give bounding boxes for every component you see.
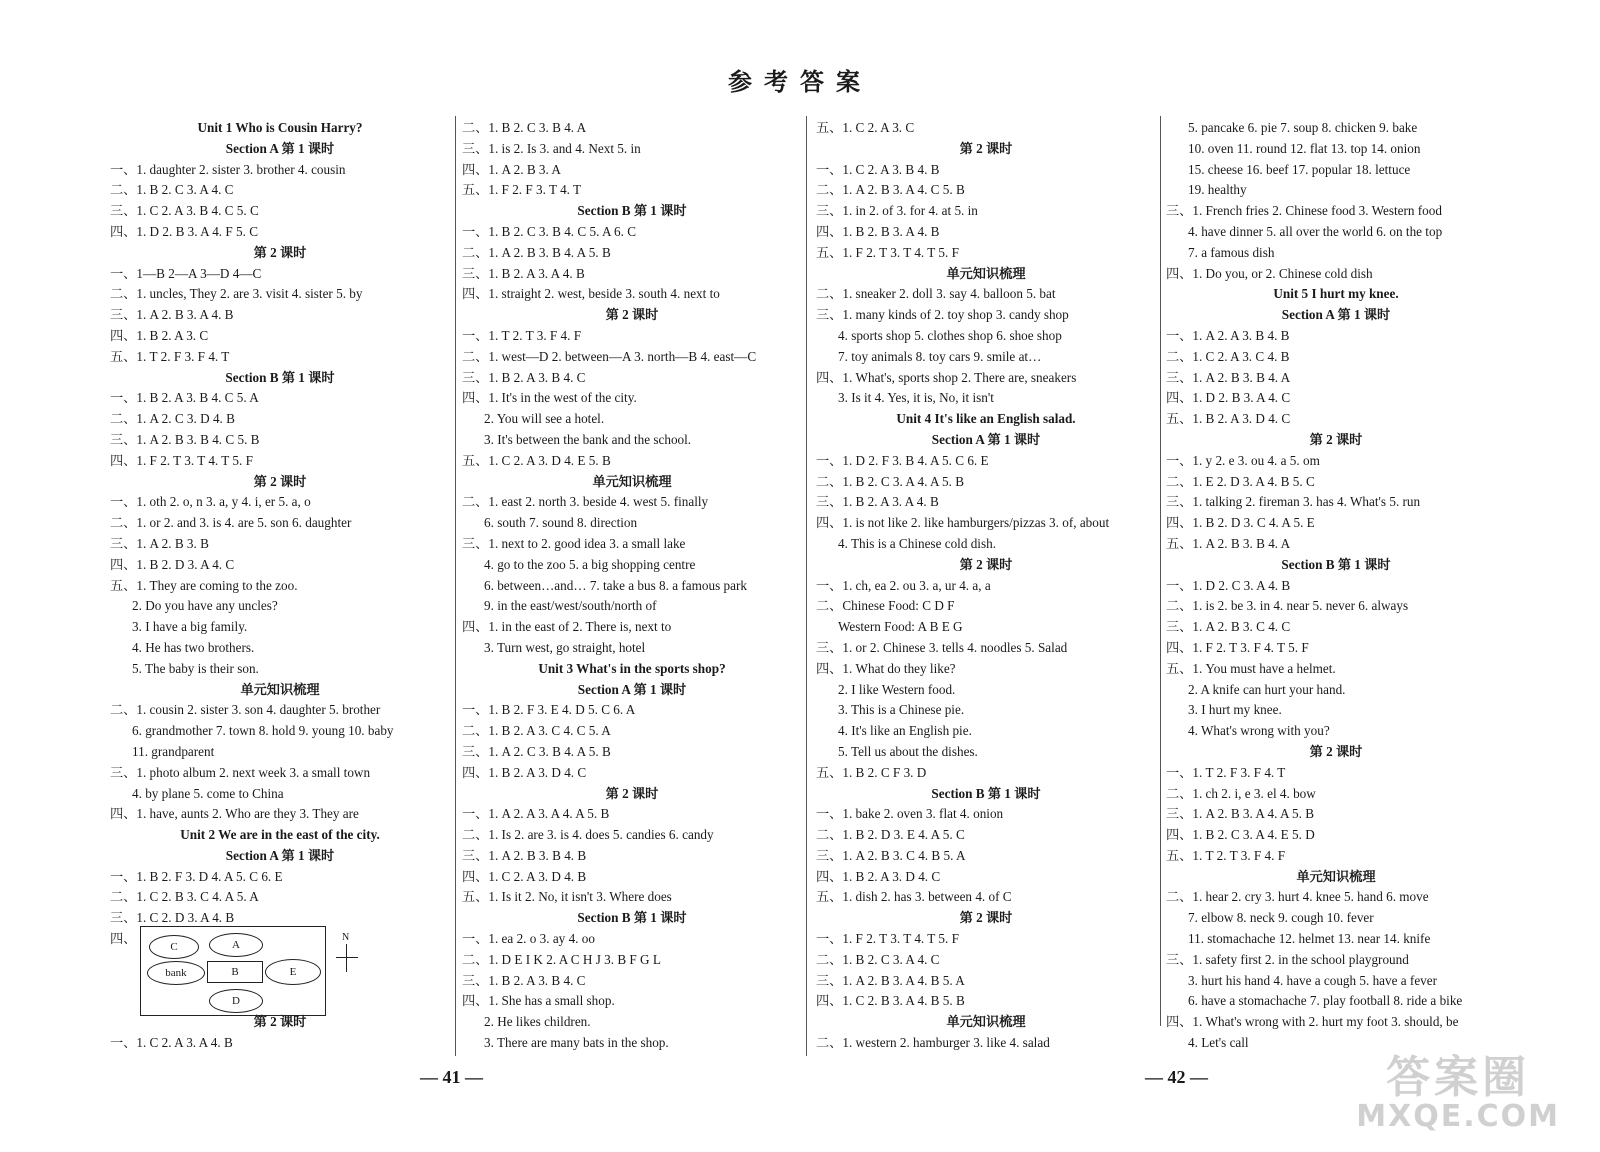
- section-heading: Section A 第 1 课时: [931, 431, 1041, 447]
- section-heading: Unit 5 I hurt my knee.: [1273, 286, 1399, 302]
- answer-line: 4. by plane 5. come to China: [132, 785, 284, 801]
- answer-line: 五、1. F 2. F 3. T 4. T: [462, 182, 582, 198]
- answer-line: 四、1. B 2. A 3. D 4. C: [816, 868, 941, 884]
- answer-line: 4. sports shop 5. clothes shop 6. shoe shop: [838, 327, 1062, 343]
- map-node-a: A: [209, 933, 263, 957]
- page-number-left: — 41 —: [420, 1067, 483, 1087]
- answer-line: 2. You will see a hotel.: [484, 411, 605, 427]
- section-heading: 第 2 课时: [253, 1014, 307, 1030]
- north-compass: [334, 932, 360, 972]
- section-heading: 第 2 课时: [605, 307, 659, 323]
- answer-line: 三、1. many kinds of 2. toy shop 3. candy shop: [816, 307, 1069, 323]
- answer-line: 一、1. A 2. A 3. B 4. B: [1166, 327, 1290, 343]
- answer-line: 四、: [110, 931, 137, 947]
- answer-line: 一、1. daughter 2. sister 3. brother 4. cousin: [110, 161, 346, 177]
- answer-line: 一、1. D 2. F 3. B 4. A 5. C 6. E: [816, 452, 989, 468]
- answer-line: 三、1. next to 2. good idea 3. a small lake: [462, 535, 686, 551]
- answer-line: 7. elbow 8. neck 9. cough 10. fever: [1188, 910, 1374, 926]
- answer-line: 五、1. B 2. A 3. D 4. C: [1166, 411, 1291, 427]
- answer-line: 一、1. F 2. T 3. T 4. T 5. F: [816, 931, 959, 947]
- section-heading: 第 2 课时: [1309, 431, 1363, 447]
- answer-line: 4. What's wrong with you?: [1188, 723, 1330, 739]
- answer-line: 四、1. have, aunts 2. Who are they 3. They are: [110, 806, 359, 822]
- answer-line: 五、1. dish 2. has 3. between 4. of C: [816, 889, 1012, 905]
- section-heading: 第 2 课时: [253, 473, 307, 489]
- north-label: N: [342, 932, 350, 943]
- section-heading: Unit 3 What's in the sports shop?: [538, 660, 726, 676]
- answer-line: 3. There are many bats in the shop.: [484, 1035, 669, 1051]
- answer-line: 6. have a stomachache 7. play football 8. ride a bike: [1188, 993, 1463, 1009]
- answer-line: 11. grandparent: [132, 743, 215, 759]
- answer-line: 五、1. They are coming to the zoo.: [110, 577, 298, 593]
- section-heading: Section B 第 1 课时: [577, 203, 687, 219]
- answer-line: 三、1. B 2. A 3. A 4. B: [462, 265, 585, 281]
- answer-column-4: [1166, 118, 1506, 1054]
- answer-line: 7. a famous dish: [1188, 244, 1275, 260]
- section-heading: 第 2 课时: [253, 244, 307, 260]
- answer-line: 五、1. T 2. F 3. F 4. T: [110, 348, 230, 364]
- answer-line: 一、1. T 2. T 3. F 4. F: [462, 327, 582, 343]
- section-heading: Section A 第 1 课时: [1281, 307, 1391, 323]
- section-heading: Section B 第 1 课时: [1281, 556, 1391, 572]
- map-node-bank: bank: [147, 961, 205, 985]
- answer-line: 11. stomachache 12. helmet 13. near 14. knife: [1188, 931, 1431, 947]
- answer-line: 一、1. B 2. C 3. B 4. C 5. A 6. C: [462, 223, 637, 239]
- answer-line: 二、1. sneaker 2. doll 3. say 4. balloon 5. bat: [816, 286, 1056, 302]
- answer-line: 6. between…and… 7. take a bus 8. a famous park: [484, 577, 747, 593]
- answer-line: 二、1. Is 2. are 3. is 4. does 5. candies 6. candy: [462, 827, 714, 843]
- answer-line: 五、1. C 2. A 3. C: [816, 120, 915, 135]
- answer-line: 二、1. B 2. C 3. A 4. C: [110, 182, 234, 198]
- answer-line: 6. south 7. sound 8. direction: [484, 515, 638, 531]
- section-heading: 第 2 课时: [959, 556, 1013, 572]
- answer-line: 二、1. hear 2. cry 3. hurt 4. knee 5. hand 6. move: [1166, 889, 1429, 905]
- answer-line: 三、1. B 2. A 3. B 4. C: [462, 369, 586, 385]
- answer-column-2: [462, 118, 802, 1054]
- answer-line: 一、1. C 2. A 3. A 4. B: [110, 1035, 233, 1051]
- answer-line: 二、1. west—D 2. between—A 3. north—B 4. east—C: [462, 348, 757, 364]
- answer-line: 3. This is a Chinese pie.: [838, 702, 965, 718]
- answer-line: 一、1—B 2—A 3—D 4—C: [110, 265, 262, 281]
- section-heading: Section B 第 1 课时: [931, 785, 1041, 801]
- answer-line: 三、1. A 2. B 3. A 4. B: [110, 307, 234, 323]
- answer-line: 三、1. A 2. B 3. B 4. C 5. B: [110, 431, 260, 447]
- answer-line: 三、1. A 2. B 3. A 4. A 5. B: [1166, 806, 1315, 822]
- answer-line: 四、1. D 2. B 3. A 4. C: [1166, 390, 1291, 406]
- answer-line: 二、1. B 2. C 3. B 4. A: [462, 120, 587, 135]
- section-heading: 单元知识梳理: [946, 1014, 1026, 1030]
- answer-line: 5. The baby is their son.: [132, 660, 259, 676]
- answer-line: 4. Let's call: [1188, 1035, 1249, 1051]
- answer-line: 二、1. ch 2. i, e 3. el 4. bow: [1166, 785, 1316, 801]
- answer-line: 一、1. C 2. A 3. B 4. B: [816, 161, 940, 177]
- section-heading: 单元知识梳理: [946, 265, 1026, 281]
- answer-line: 四、1. in the east of 2. There is, next to: [462, 619, 672, 635]
- watermark: [1356, 1041, 1560, 1134]
- answer-line: 二、1. C 2. A 3. C 4. B: [1166, 348, 1290, 364]
- answer-line: 二、1. is 2. be 3. in 4. near 5. never 6. always: [1166, 598, 1409, 614]
- section-heading: Section B 第 1 课时: [225, 369, 335, 385]
- section-heading: 第 2 课时: [959, 910, 1013, 926]
- answer-line: 一、1. B 2. F 3. D 4. A 5. C 6. E: [110, 868, 283, 884]
- column-divider: [806, 116, 807, 1056]
- answer-line: 3. Turn west, go straight, hotel: [484, 639, 646, 655]
- answer-line: 5. pancake 6. pie 7. soup 8. chicken 9. bake: [1188, 120, 1418, 135]
- answer-line: 2. I like Western food.: [838, 681, 956, 697]
- answer-line: 二、1. B 2. C 3. A 4. A 5. B: [816, 473, 965, 489]
- answer-line: 二、1. uncles, They 2. are 3. visit 4. sister 5. by: [110, 286, 363, 302]
- map-node-d: D: [209, 989, 263, 1013]
- answer-line: 三、1. French fries 2. Chinese food 3. Western food: [1166, 203, 1442, 219]
- direction-map: [140, 926, 326, 1016]
- answer-line: 3. It's between the bank and the school.: [484, 431, 692, 447]
- answer-line: 一、1. B 2. F 3. E 4. D 5. C 6. A: [462, 702, 636, 718]
- answer-line: 三、1. C 2. A 3. B 4. C 5. C: [110, 203, 259, 219]
- answer-column-1: [110, 118, 450, 1054]
- column-divider: [1160, 116, 1161, 1026]
- answer-line: 二、1. A 2. B 3. A 4. C 5. B: [816, 182, 965, 198]
- answer-line: 三、1. A 2. B 3. B: [110, 535, 209, 551]
- answer-line: 四、1. It's in the west of the city.: [462, 390, 637, 406]
- section-heading: Unit 2 We are in the east of the city.: [180, 827, 380, 843]
- answer-line: 3. Is it 4. Yes, it is, No, it isn't: [838, 390, 994, 406]
- answer-line: 二、1. B 2. D 3. E 4. A 5. C: [816, 827, 965, 843]
- answer-line: 一、1. ch, ea 2. ou 3. a, ur 4. a, a: [816, 577, 991, 593]
- section-heading: 第 2 课时: [605, 785, 659, 801]
- answer-line: 四、1. straight 2. west, beside 3. south 4. next to: [462, 286, 720, 302]
- answer-line: 五、1. A 2. B 3. B 4. A: [1166, 535, 1291, 551]
- section-heading: 第 2 课时: [959, 140, 1013, 156]
- answer-line: 一、1. B 2. A 3. B 4. C 5. A: [110, 390, 259, 406]
- map-node-e: E: [265, 959, 321, 985]
- answer-line: 五、1. You must have a helmet.: [1166, 660, 1336, 676]
- answer-line: 二、1. western 2. hamburger 3. like 4. salad: [816, 1035, 1050, 1051]
- answer-line: 四、1. What's, sports shop 2. There are, sneakers: [816, 369, 1077, 385]
- answer-line: 四、1. D 2. B 3. A 4. F 5. C: [110, 223, 259, 239]
- answer-line: 四、1. B 2. B 3. A 4. B: [816, 223, 940, 239]
- answer-line: 五、1. T 2. T 3. F 4. F: [1166, 847, 1286, 863]
- answer-line: 四、1. What do they like?: [816, 660, 956, 676]
- section-heading: Unit 1 Who is Cousin Harry?: [197, 120, 363, 135]
- answer-line: 四、1. B 2. D 3. C 4. A 5. E: [1166, 515, 1315, 531]
- answer-line: 二、Chinese Food: C D F: [816, 598, 955, 614]
- answer-line: 2. He likes children.: [484, 1014, 591, 1030]
- answer-line: 5. Tell us about the dishes.: [838, 743, 978, 759]
- answer-line: 一、1. ea 2. o 3. ay 4. oo: [462, 931, 595, 947]
- answer-line: 三、1. photo album 2. next week 3. a small town: [110, 764, 371, 780]
- answer-line: 四、1. C 2. A 3. D 4. B: [462, 868, 587, 884]
- answer-line: 19. healthy: [1188, 182, 1247, 198]
- answer-line: 五、1. C 2. A 3. D 4. E 5. B: [462, 452, 611, 468]
- answer-line: 一、1. T 2. F 3. F 4. T: [1166, 764, 1286, 780]
- answer-line: 四、1. What's wrong with 2. hurt my foot 3. should, be: [1166, 1014, 1459, 1030]
- answer-line: 二、1. or 2. and 3. is 4. are 5. son 6. daughter: [110, 515, 352, 531]
- watermark-url: MXQE.COM: [1356, 1099, 1560, 1134]
- answer-line: 三、1. in 2. of 3. for 4. at 5. in: [816, 203, 978, 219]
- section-heading: 单元知识梳理: [1296, 868, 1376, 884]
- answer-line: 三、1. A 2. C 3. B 4. A 5. B: [462, 743, 611, 759]
- answer-line: 三、1. B 2. A 3. A 4. B: [816, 494, 939, 510]
- answer-line: 三、1. A 2. B 3. C 4. B 5. A: [816, 847, 966, 863]
- map-node-c: C: [149, 935, 199, 959]
- answer-line: Western Food: A B E G: [838, 619, 963, 635]
- answer-line: 二、1. A 2. B 3. B 4. A 5. B: [462, 244, 611, 260]
- answer-line: 9. in the east/west/south/north of: [484, 598, 657, 614]
- page-title: 参考答案: [728, 68, 872, 96]
- answer-line: 三、1. A 2. B 3. C 4. C: [1166, 619, 1291, 635]
- answer-line: 二、1. B 2. A 3. C 4. C 5. A: [462, 723, 611, 739]
- section-heading: 单元知识梳理: [592, 473, 672, 489]
- answer-line: 一、1. bake 2. oven 3. flat 4. onion: [816, 806, 1004, 822]
- page-number-right: — 42 —: [1145, 1067, 1208, 1087]
- answer-line: 3. hurt his hand 4. have a cough 5. have a fever: [1188, 972, 1438, 988]
- answer-line: 三、1. A 2. B 3. A 4. B 5. A: [816, 972, 965, 988]
- answer-line: 四、1. B 2. C 3. A 4. E 5. D: [1166, 827, 1315, 843]
- answer-line: 三、1. C 2. D 3. A 4. B: [110, 910, 235, 926]
- answer-line: 一、1. y 2. e 3. ou 4. a 5. om: [1166, 452, 1320, 468]
- answer-line: 二、1. D E I K 2. A C H J 3. B F G L: [462, 951, 661, 967]
- answer-line: 4. have dinner 5. all over the world 6. on the top: [1188, 223, 1443, 239]
- section-heading: Section A 第 1 课时: [225, 140, 335, 156]
- answer-line: 二、1. E 2. D 3. A 4. B 5. C: [1166, 473, 1315, 489]
- answer-line: 一、1. D 2. C 3. A 4. B: [1166, 577, 1291, 593]
- answer-line: 7. toy animals 8. toy cars 9. smile at…: [838, 348, 1042, 364]
- answer-line: 三、1. is 2. Is 3. and 4. Next 5. in: [462, 140, 641, 156]
- answer-line: 4. It's like an English pie.: [838, 723, 972, 739]
- section-heading: Section B 第 1 课时: [577, 910, 687, 926]
- answer-line: 五、1. Is it 2. No, it isn't 3. Where does: [462, 889, 672, 905]
- answer-line: 三、1. talking 2. fireman 3. has 4. What's 5. run: [1166, 494, 1421, 510]
- answer-line: 三、1. A 2. B 3. B 4. A: [1166, 369, 1291, 385]
- section-heading: Unit 4 It's like an English salad.: [896, 411, 1076, 427]
- answer-line: 4. He has two brothers.: [132, 639, 255, 655]
- answer-line: 一、1. A 2. A 3. A 4. A 5. B: [462, 806, 610, 822]
- answer-line: 四、1. B 2. D 3. A 4. C: [110, 556, 235, 572]
- answer-line: 二、1. east 2. north 3. beside 4. west 5. finally: [462, 494, 709, 510]
- answer-line: 五、1. B 2. C F 3. D: [816, 764, 927, 780]
- answer-line: 三、1. safety first 2. in the school playground: [1166, 951, 1409, 967]
- answer-line: 4. This is a Chinese cold dish.: [838, 535, 996, 551]
- answer-line: 10. oven 11. round 12. flat 13. top 14. onion: [1188, 140, 1421, 156]
- answer-line: 二、1. A 2. C 3. D 4. B: [110, 411, 235, 427]
- answer-line: 四、1. She has a small shop.: [462, 993, 615, 1009]
- answer-line: 二、1. C 2. B 3. C 4. A 5. A: [110, 889, 259, 905]
- watermark-logo-text: 答案圈: [1386, 1052, 1531, 1103]
- answer-line: 四、1. C 2. B 3. A 4. B 5. B: [816, 993, 965, 1009]
- answer-column-3: [816, 118, 1156, 1054]
- answer-line: 2. A knife can hurt your hand.: [1188, 681, 1346, 697]
- answer-line: 四、1. F 2. T 3. F 4. T 5. F: [1166, 639, 1309, 655]
- column-divider: [455, 116, 456, 1056]
- answer-line: 三、1. or 2. Chinese 3. tells 4. noodles 5. Salad: [816, 639, 1068, 655]
- answer-line: 3. I have a big family.: [132, 619, 248, 635]
- answer-line: 二、1. B 2. C 3. A 4. C: [816, 951, 940, 967]
- answer-line: 五、1. F 2. T 3. T 4. T 5. F: [816, 244, 959, 260]
- answer-line: 四、1. F 2. T 3. T 4. T 5. F: [110, 452, 253, 468]
- section-heading: Section A 第 1 课时: [577, 681, 687, 697]
- answer-line: 6. grandmother 7. town 8. hold 9. young 10. baby: [132, 723, 394, 739]
- answer-line: 四、1. A 2. B 3. A: [462, 161, 561, 177]
- answer-line: 15. cheese 16. beef 17. popular 18. lettuce: [1188, 161, 1411, 177]
- section-heading: 第 2 课时: [1309, 743, 1363, 759]
- answer-line: 一、1. oth 2. o, n 3. a, y 4. i, er 5. a, o: [110, 494, 311, 510]
- section-heading: Section A 第 1 课时: [225, 847, 335, 863]
- answer-line: 三、1. A 2. B 3. B 4. B: [462, 847, 587, 863]
- answer-line: 四、1. is not like 2. like hamburgers/pizzas 3. of, about: [816, 515, 1110, 531]
- answer-line: 2. Do you have any uncles?: [132, 598, 278, 614]
- answer-line: 四、1. B 2. A 3. D 4. C: [462, 764, 587, 780]
- answer-line: 四、1. Do you, or 2. Chinese cold dish: [1166, 265, 1373, 281]
- answer-line: 四、1. B 2. A 3. C: [110, 327, 209, 343]
- answer-line: 二、1. cousin 2. sister 3. son 4. daughter 5. brother: [110, 702, 381, 718]
- section-heading: 单元知识梳理: [240, 681, 320, 697]
- answer-line: 三、1. B 2. A 3. B 4. C: [462, 972, 586, 988]
- answer-line: 3. I hurt my knee.: [1188, 702, 1282, 718]
- map-node-b: B: [207, 961, 263, 983]
- answer-line: 4. go to the zoo 5. a big shopping centre: [484, 556, 696, 572]
